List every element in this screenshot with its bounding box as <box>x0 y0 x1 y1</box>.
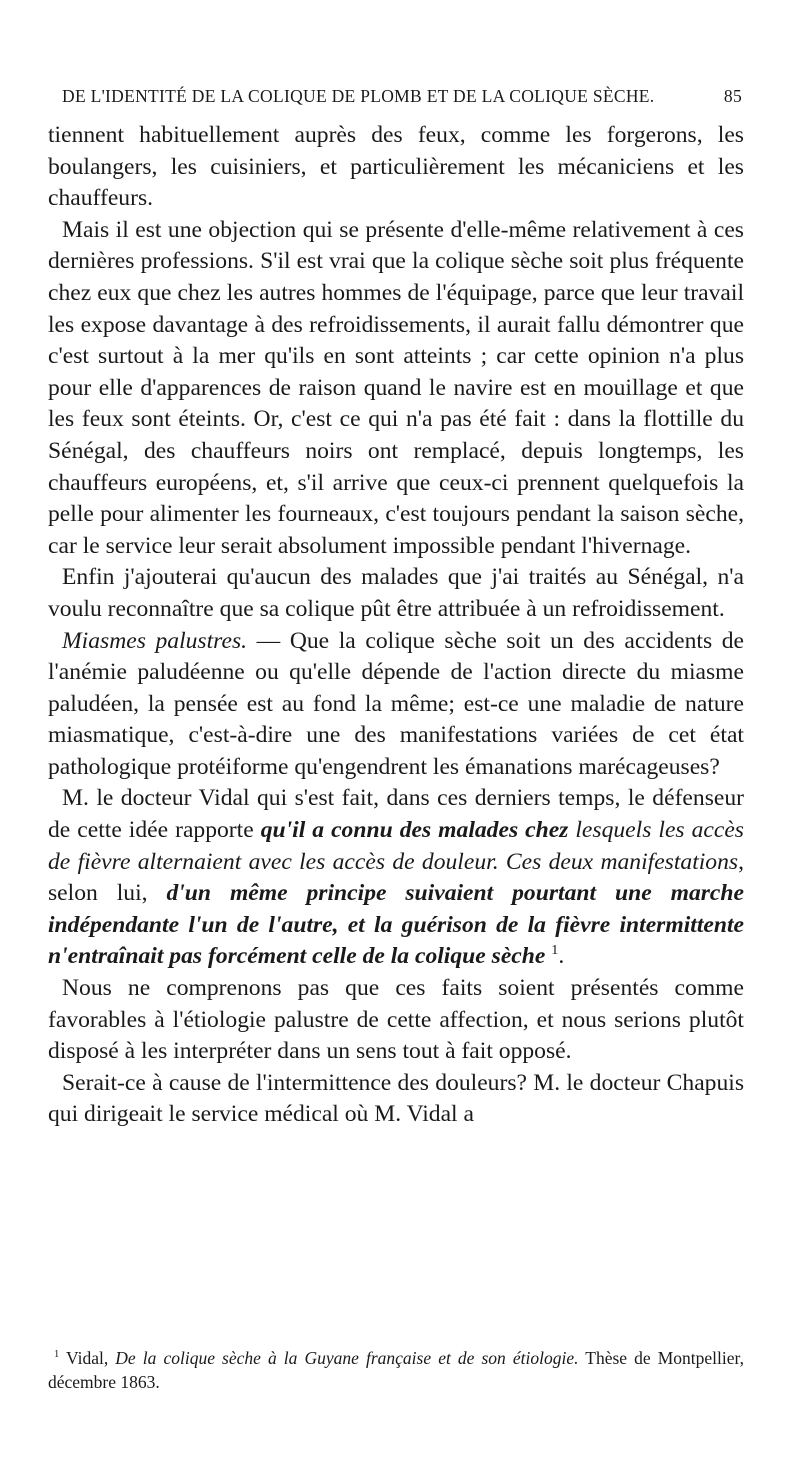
body-text <box>48 120 744 1131</box>
footnote-author: Vidal, <box>59 1348 116 1368</box>
paragraph-3: Enfin j'ajouterai qu'aucun des malades que j'ai traités au Sénégal, n'a voulu reconnaître que sa colique pût être attribuée à un refroidissement. <box>48 564 744 622</box>
footnote-title: De la colique sèche à la Guyane française et de son étiologie. <box>115 1348 579 1368</box>
paragraph-5 <box>48 783 744 973</box>
footnote-mark: 1 <box>54 1349 60 1361</box>
paragraph-5-end: . <box>558 943 565 970</box>
footnote <box>48 1346 744 1394</box>
running-header <box>62 86 742 116</box>
page-number: 85 <box>723 86 742 106</box>
footnote-rest: Thèse de Montpellier, décembre 1863. <box>48 1348 745 1392</box>
paragraph-6: Nous ne comprenons pas que ces faits soient présentés comme favorables à l'étiologie palustre de cette affection, et nous serions plutôt disposé à les interpréter dans un sens tout à fait opposé. <box>48 975 744 1065</box>
quote-part-3: d'un même principe suivaient pourtant une marche indépendante l'un de l'autre, et la guérison de la fièvre intermittente n'entraînait pas forcément celle de la colique sèche <box>48 880 744 970</box>
footnote-ref[interactable]: 1 <box>551 942 559 959</box>
quote-part-1: qu'il a connu des malades chez <box>260 817 569 844</box>
paragraph-5-d: , selon lui, <box>48 848 744 907</box>
paragraph-7: Serait-ce à cause de l'intermittence des douleurs? M. le docteur Chapuis qui dirigeait le service médical où M. Vidal a <box>48 1069 744 1128</box>
running-title: DE L'IDENTITÉ DE LA COLIQUE DE PLOMB ET DE LA COLIQUE SÈCHE. <box>62 86 655 106</box>
paragraph-2: Mais il est une objection qui se présente d'elle-même relativement à ces dernières professions. S'il est vrai que la colique sèche soit plus fréquente chez eux que chez les autres hommes de l'équipage, parce que leur travail les expose davantage à des refroidissements, il aurait fallu démontrer que c'est surtout à la mer qu'ils en sont atteints ; car cette opinion n'a plus pour elle d'apparences de raison quand le navire est en mouillage et que les feux sont éteints. Or, c'est ce qui n'a pas été fait : dans la flottille du Sénégal, des chauffeurs noirs ont remplacé, depuis longtemps, les chauffeurs européens, et, s'il arrive que ceux-ci prennent quelquefois la pelle pour alimenter les fourneaux, c'est toujours pendant la saison sèche, car le service leur serait absolument impossible pendant l'hivernage. <box>48 216 744 559</box>
paragraph-1: tiennent habituellement auprès des feux, comme les forgerons, les boulangers, les cuisiniers, et particulièrement les mécaniciens et les chauffeurs. <box>48 122 744 212</box>
section-heading: Miasmes palustres. <box>62 627 248 654</box>
paragraph-4-text: — Que la colique sèche soit un des accidents de l'anémie paludéenne ou qu'elle dépende de l'action directe du miasme paludéen, la pensée est au fond la même; est-ce une maladie de nature miasmatique, c'est-à-dire une des manifestations variées de cet état pathologique protéiforme qu'engendrent les émanations marécageuses? <box>48 627 744 780</box>
paragraph-5-a: M. le docteur Vidal qui s'est fait, dans ces derniers temps, le défenseur de cette idée rapporte <box>48 785 744 844</box>
quote-part-2: lesquels les accès de fièvre alternaient avec les accès de douleur. Ces deux manifestations <box>48 817 744 875</box>
paragraph-4 <box>48 626 744 784</box>
